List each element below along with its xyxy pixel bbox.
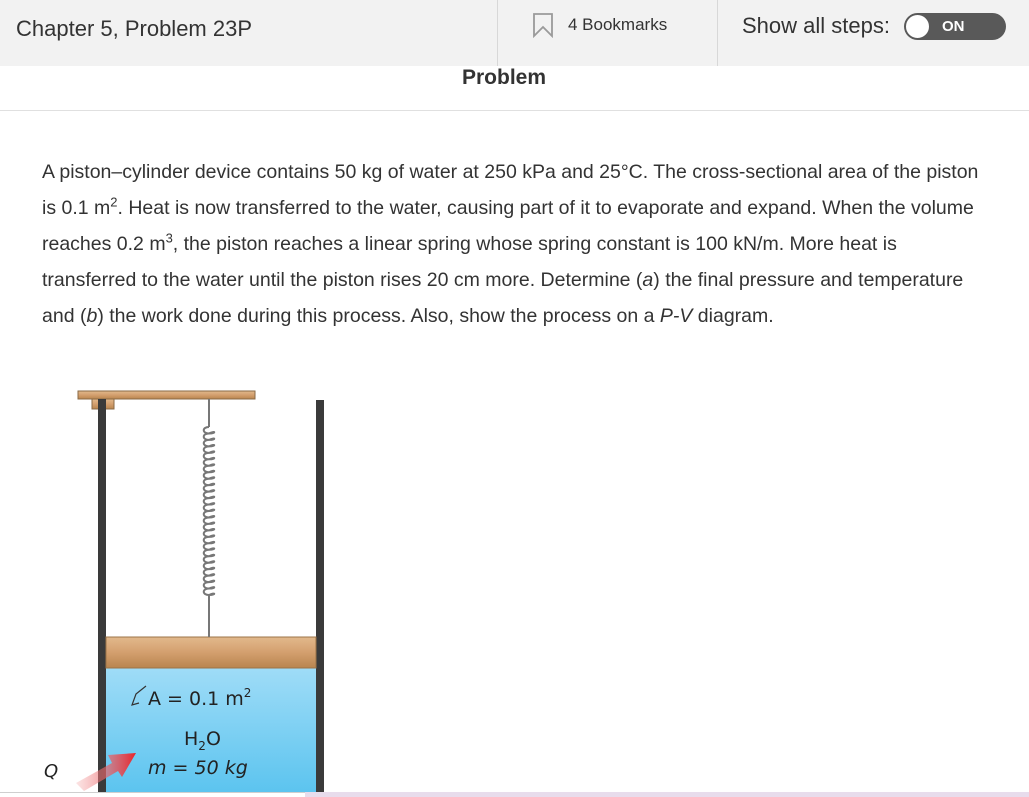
piston-cylinder-figure — [40, 385, 340, 792]
top-bar — [0, 0, 1029, 67]
spring-support-bar — [78, 391, 255, 399]
divider — [717, 0, 718, 66]
area-label: A = 0.1 $m^2$ — [148, 686, 252, 710]
chapter-title: Chapter 5, Problem 23P — [16, 16, 253, 41]
show-steps-control — [742, 12, 1006, 40]
cylinder-left-wall — [98, 399, 106, 792]
spring — [204, 399, 215, 637]
bookmarks-button[interactable] — [530, 12, 667, 38]
bookmarks-label: 4 Bookmarks — [568, 15, 668, 34]
part-b-label: b — [86, 305, 98, 327]
toggle-knob — [905, 14, 930, 39]
problem-statement — [42, 154, 992, 334]
section-title: Problem — [462, 66, 547, 89]
problem-paragraph — [42, 154, 992, 334]
show-steps-toggle[interactable] — [904, 13, 1006, 40]
toggle-state-label: ON — [941, 17, 965, 35]
bottom-divider — [0, 792, 305, 793]
mass-label: m = 50 kg — [148, 757, 248, 779]
problem-text-5: ) the work done during this process. Also, show the process on a — [97, 305, 660, 327]
superscript: 3 — [165, 230, 173, 246]
piston — [106, 637, 316, 668]
show-steps-label: Show all steps: — [742, 13, 890, 38]
problem-text-1: A piston–cylinder device contains 50 kg of water at 250 kPa and 25°C. The cross-sectional area of the piston is 0.1 m — [42, 161, 979, 219]
problem-text-4: ) the final pressure and temperature and ( — [42, 269, 964, 327]
heat-label: Q — [44, 761, 59, 782]
bookmark-icon — [530, 12, 556, 38]
bottom-strip — [305, 792, 1029, 797]
cylinder-right-wall — [316, 400, 324, 792]
pv-label: P-V — [659, 305, 693, 327]
part-a-label: a — [642, 269, 654, 291]
problem-text-3: , the piston reaches a linear spring whose spring constant is 100 kN/m. More heat is transferred to the water until the piston rises 20 cm more. Determine ( — [42, 233, 897, 291]
substance-label: $H_2O$ — [184, 728, 221, 753]
problem-text-2: . Heat is now transferred to the water, causing part of it to evaporate and expand. When the volume reaches 0.2 m — [42, 197, 974, 255]
superscript: 2 — [110, 194, 118, 210]
problem-text-6: diagram. — [692, 305, 774, 327]
divider — [497, 0, 498, 66]
section-header — [0, 66, 1029, 111]
